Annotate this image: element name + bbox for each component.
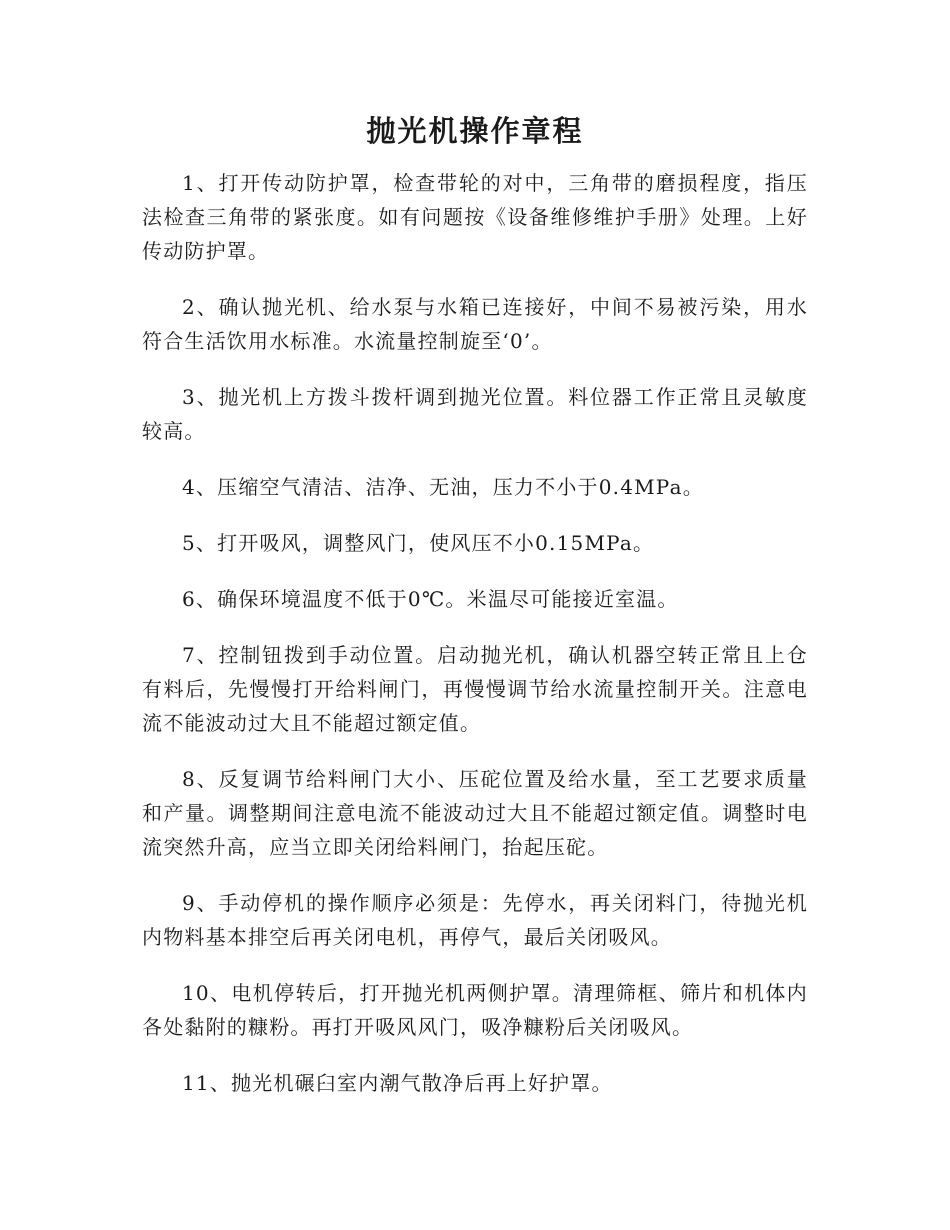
procedure-steps	[142, 166, 808, 1100]
procedure-step-5: 5、打开吸风，调整风门，使风压不小0.15MPa。	[182, 531, 655, 555]
document-title: 抛光机操作章程	[366, 114, 584, 148]
procedure-step-1: 1、打开传动防护罩，检查带轮的对中，三角带的磨损程度，指压法检查三角带的紧张度。如有问题按《设备维修维护手册》处理。上好传动防护罩。	[142, 171, 808, 263]
procedure-step-11: 11、抛光机碾臼室内潮气散净后再上好护罩。	[182, 1071, 613, 1095]
procedure-step-3: 3、抛光机上方拨斗拨杆调到抛光位置。料位器工作正常且灵敏度较高。	[142, 385, 808, 443]
procedure-step-4: 4、压缩空气清洁、洁净、无油，压力不小于0.4MPa。	[182, 475, 704, 499]
procedure-step-8: 8、反复调节给料闸门大小、压砣位置及给水量，至工艺要求质量和产量。调整期间注意电流不能波动过大且不能超过额定值。调整时电流突然升高，应当立即关闭给料闸门，抬起压砣。	[142, 767, 808, 859]
procedure-step-2: 2、确认抛光机、给水泵与水箱已连接好，中间不易被污染，用水符合生活饮用水标准。水流量控制旋至‘0’。	[142, 295, 808, 353]
procedure-step-7: 7、控制钮拨到手动位置。启动抛光机，确认机器空转正常且上仓有料后，先慢慢打开给料闸门，再慢慢调节给水流量控制开关。注意电流不能波动过大且不能超过额定值。	[142, 643, 808, 735]
procedure-step-9: 9、手动停机的操作顺序必须是：先停水，再关闭料门，待抛光机内物料基本排空后再关闭电机，再停气，最后关闭吸风。	[142, 891, 808, 949]
procedure-step-6: 6、确保环境温度不低于0℃。米温尽可能接近室温。	[182, 587, 679, 611]
procedure-step-10: 10、电机停转后，打开抛光机两侧护罩。清理筛框、筛片和机体内各处黏附的糠粉。再打开吸风风门，吸净糠粉后关闭吸风。	[142, 981, 808, 1039]
